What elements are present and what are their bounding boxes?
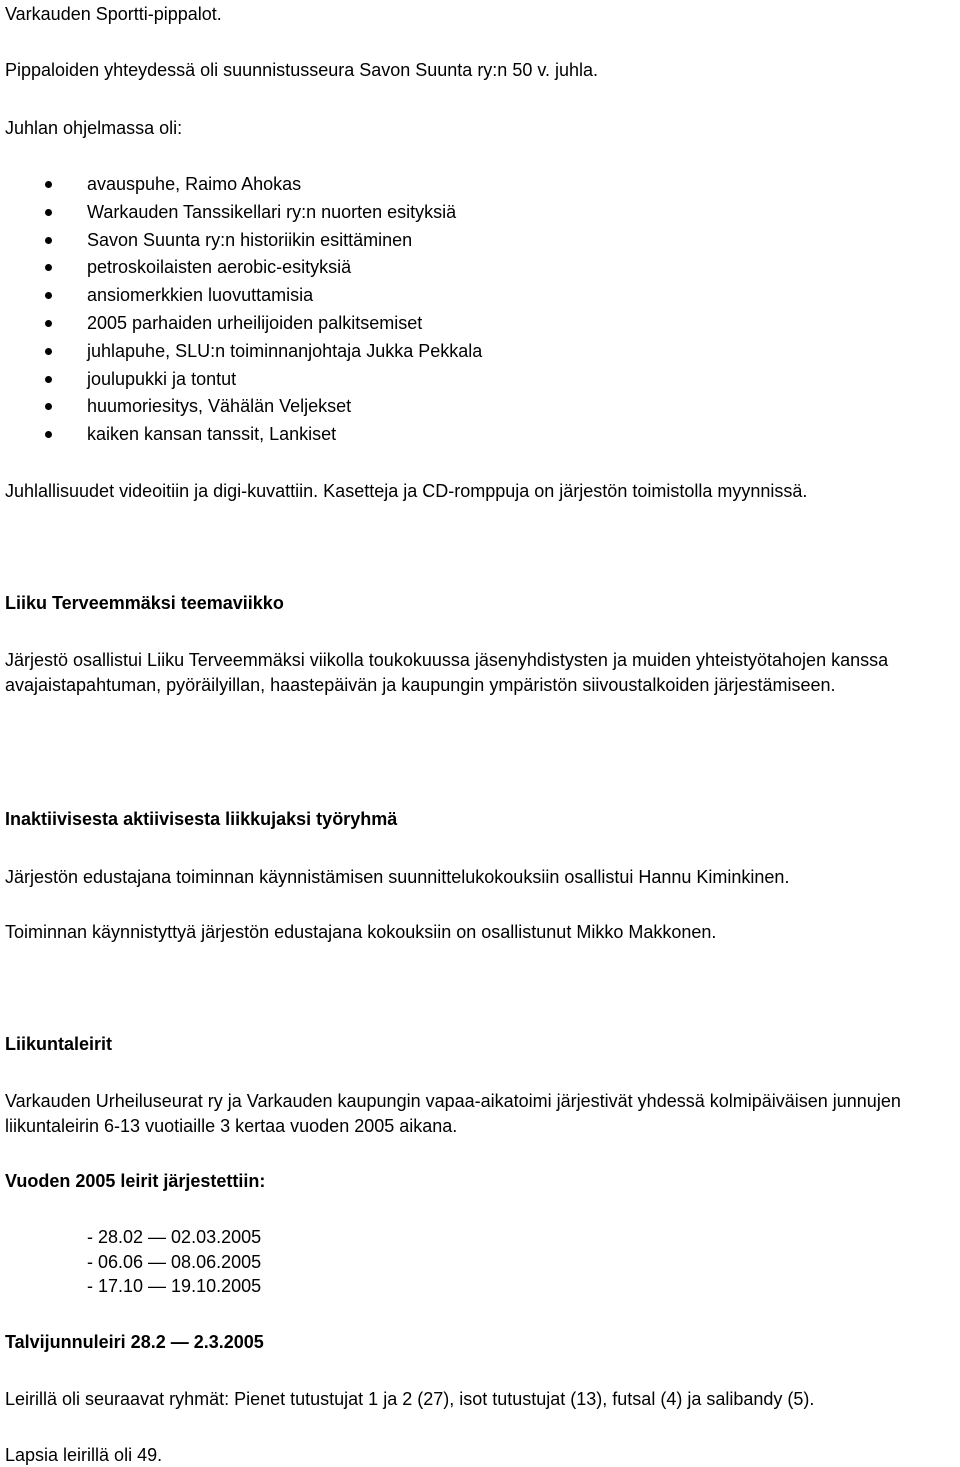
bullet-icon	[45, 181, 52, 188]
bullet-icon	[45, 348, 52, 355]
list-item-text: joulupukki ja tontut	[87, 368, 237, 389]
dates-heading: Vuoden 2005 leirit järjestettiin:	[5, 1171, 266, 1191]
program-list	[0, 173, 482, 451]
list-item-text: kaiken kansan tanssit, Lankiset	[87, 424, 337, 445]
camp-dates-list	[87, 1226, 261, 1300]
list-item-text: avauspuhe, Raimo Ahokas	[87, 174, 302, 194]
section-body-inaktiivi-1: Järjestön edustajana toiminnan käynnistämisen suunnittelukokouksiin osallistui Hannu Kiminkinen.	[5, 867, 790, 887]
list-item-text: ansiomerkkien luovuttamisia	[87, 285, 314, 306]
bullet-icon	[45, 431, 52, 438]
list-item	[0, 312, 482, 340]
list-item: - 17.10 — 19.10.2005	[87, 1276, 262, 1296]
list-item-text: huumoriesitys, Vähälän Veljekset	[87, 396, 352, 417]
list-item	[0, 229, 482, 257]
winter-camp-heading: Talvijunnuleiri 28.2 — 2.3.2005	[5, 1332, 264, 1352]
list-item	[0, 395, 482, 423]
list-item	[0, 173, 482, 201]
section-heading-liiku: Liiku Terveemmäksi teemaviikko	[5, 593, 284, 613]
camp-count: Lapsia leirillä oli 49.	[5, 1445, 163, 1465]
intro-line-2: Pippaloiden yhteydessä oli suunnistusseura Savon Suunta ry:n 50 v. juhla.	[5, 60, 599, 80]
bullet-icon	[45, 264, 52, 271]
bullet-icon	[45, 292, 52, 299]
list-item	[0, 340, 482, 368]
list-item: - 06.06 — 08.06.2005	[87, 1251, 262, 1272]
bullet-icon	[45, 237, 52, 244]
list-item	[0, 256, 482, 284]
section-heading-inaktiivi: Inaktiivisesta aktiivisesta liikkujaksi työryhmä	[5, 809, 398, 829]
bullet-icon	[45, 376, 52, 383]
list-item-text: Savon Suunta ry:n historiikin esittäminen	[87, 229, 413, 250]
camp-groups: Leirillä oli seuraavat ryhmät: Pienet tutustujat 1 ja 2 (27), isot tutustujat (13), futsal (4) ja salibandy (5).	[5, 1389, 815, 1409]
recording-note: Juhlallisuudet videoitiin ja digi-kuvattiin. Kasetteja ja CD-romppuja on järjestön toimistolla myynnissä.	[5, 481, 808, 501]
list-item-text: Warkauden Tanssikellari ry:n nuorten esityksiä	[87, 201, 457, 222]
program-heading: Juhlan ohjelmassa oli:	[5, 118, 183, 138]
list-item-text: petroskoilaisten aerobic-esityksiä	[87, 257, 352, 278]
intro-line-1: Varkauden Sportti-pippalot.	[5, 4, 222, 24]
section-heading-leirit: Liikuntaleirit	[5, 1034, 113, 1054]
list-item-text: juhlapuhe, SLU:n toiminnanjohtaja Jukka Pekkala	[87, 340, 483, 361]
section-body-liiku: Järjestö osallistui Liiku Terveemmäksi viikolla toukokuussa jäsenyhdistysten ja muiden yhteistyötahojen kanssa avajaistapahtuman, pyöräilyillan, haastepäivän ja kaupungin ympäristön siivoustalkoiden järjestämiseen.	[5, 650, 889, 695]
bullet-icon	[45, 209, 52, 216]
list-item	[0, 368, 482, 396]
bullet-icon	[45, 320, 52, 327]
list-item: - 28.02 — 02.03.2005	[87, 1227, 262, 1247]
section-body-leirit: Varkauden Urheiluseurat ry ja Varkauden kaupungin vapaa-aikatoimi järjestivät yhdessä kolmipäiväisen junnujen liikuntaleirin 6-13 vuotiaille 3 kertaa vuoden 2005 aikana.	[5, 1091, 901, 1136]
bullet-icon	[45, 403, 52, 410]
list-item-text: 2005 parhaiden urheilijoiden palkitsemiset	[87, 312, 423, 333]
section-body-inaktiivi-2: Toiminnan käynnistyttyä järjestön edustajana kokouksiin on osallistunut Mikko Makkonen.	[5, 922, 717, 942]
list-item	[0, 423, 482, 451]
list-item	[0, 201, 482, 229]
list-item	[0, 284, 482, 312]
